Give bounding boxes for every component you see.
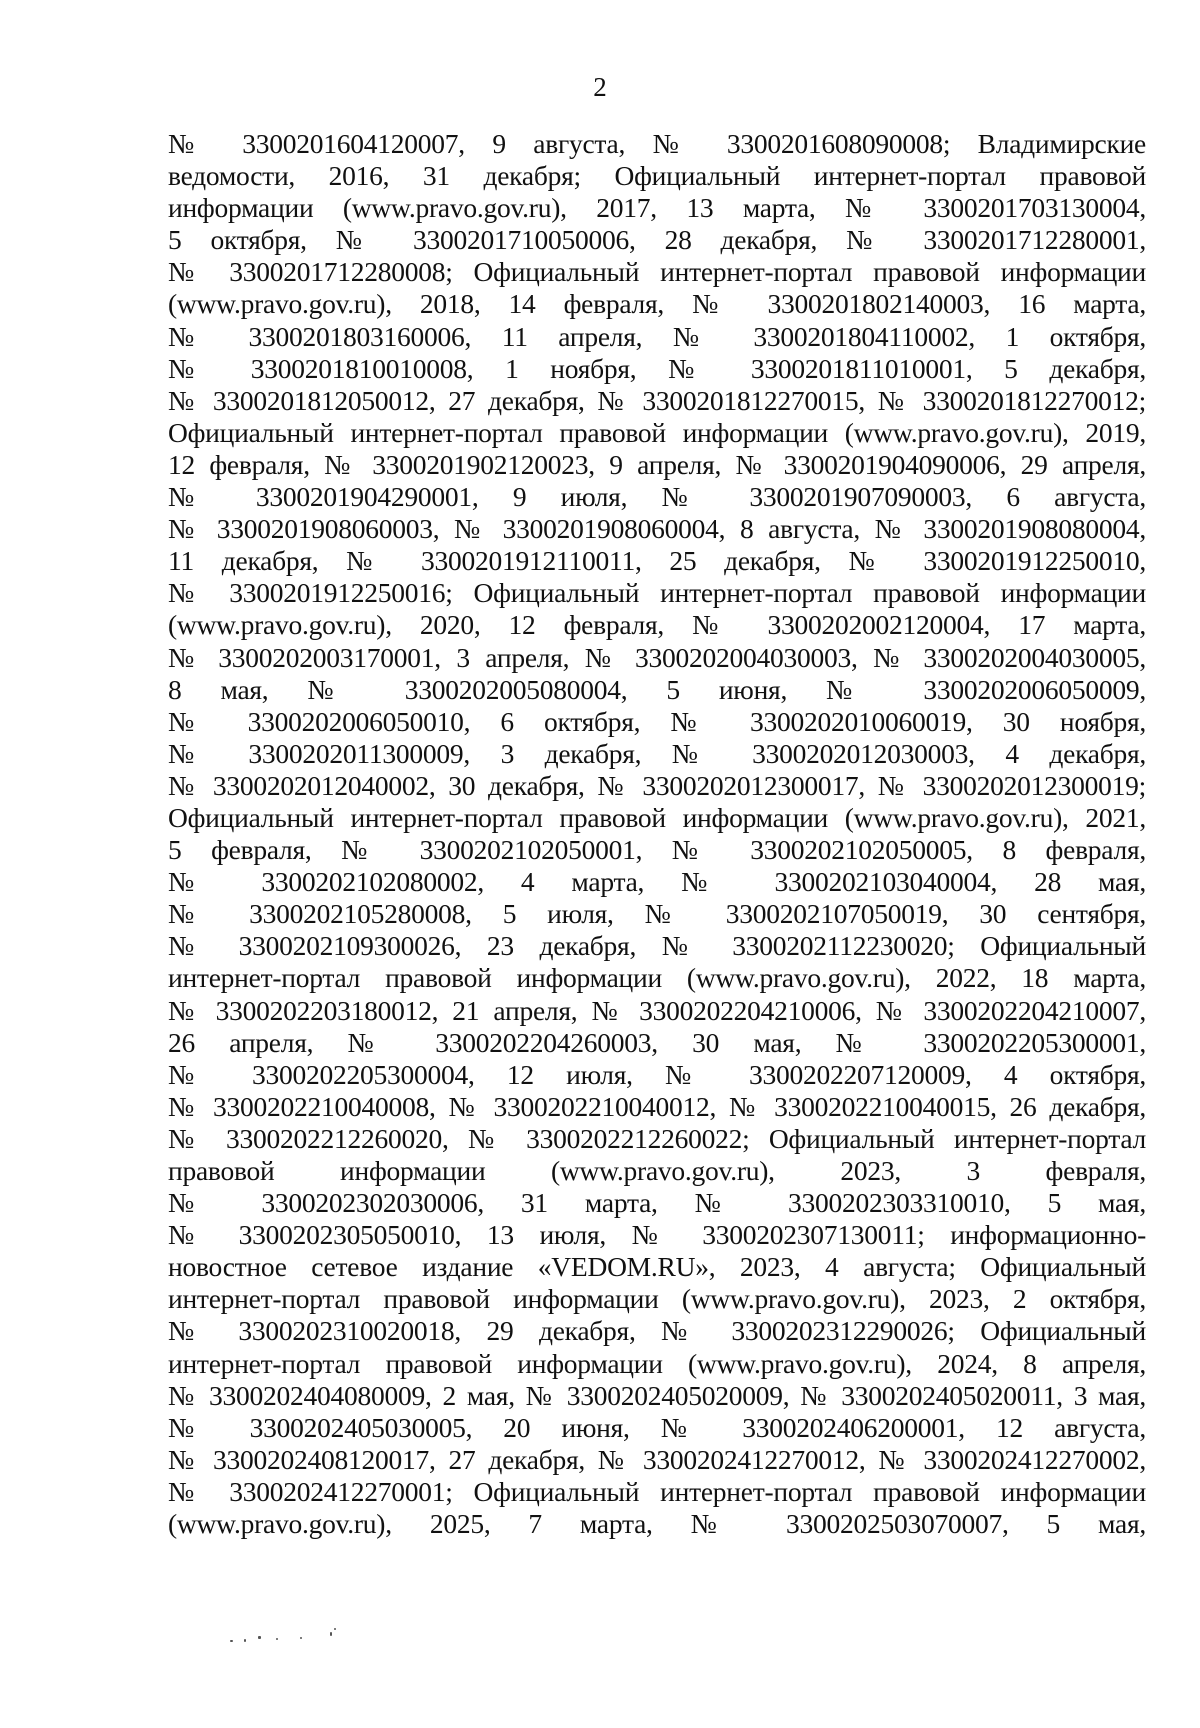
text-line: 11 декабря, № 3300201912110011, 25 декабря, № 3300201912250010, [168,545,1146,577]
text-line: № 3300202003170001, 3 апреля, № 3300202004030003, № 3300202004030005, [168,641,1146,673]
text-line: новостное сетевое издание «VEDOM.RU», 2023, 4 августа; Официальный [168,1251,1146,1283]
text-line: № 3300201908060003, № 3300201908060004, 8 августа, № 3300201908080004, [168,513,1146,545]
text-line: № 3300202011300009, 3 декабря, № 3300202012030003, 4 декабря, [168,737,1146,769]
text-line: № 3300202109300026, 23 декабря, № 3300202112230020; Официальный [168,930,1146,962]
text-line: № 3300202404080009, 2 мая, № 3300202405020009, № 3300202405020011, 3 мая, [168,1379,1146,1411]
text-line: № 3300202012040002, 30 декабря, № 3300202012300017, № 3300202012300019; [168,769,1146,801]
text-line: Официальный интернет-портал правовой информации (www.pravo.gov.ru), 2021, [168,801,1146,833]
text-line: Официальный интернет-портал правовой информации (www.pravo.gov.ru), 2019, [168,416,1146,448]
text-line: № 3300202105280008, 5 июля, № 3300202107050019, 30 сентября, [168,898,1146,930]
text-line: 26 апреля, № 3300202204260003, 30 мая, № 3300202205300001, [168,1026,1146,1058]
document-body-text [168,128,1146,1540]
text-line: № 3300202412270001; Официальный интернет-портал правовой информации [168,1475,1146,1507]
text-line: интернет-портал правовой информации (www.pravo.gov.ru), 2024, 8 апреля, [168,1347,1146,1379]
text-line: № 3300202305050010, 13 июля, № 3300202307130011; информационно- [168,1219,1146,1251]
text-line: № 3300202205300004, 12 июля, № 3300202207120009, 4 октября, [168,1058,1146,1090]
page-number: 2 [593,72,607,102]
text-line: № 3300201712280008; Официальный интернет-портал правовой информации [168,256,1146,288]
text-line: интернет-портал правовой информации (www.pravo.gov.ru), 2022, 18 марта, [168,962,1146,994]
text-line: (www.pravo.gov.ru), 2018, 14 февраля, № 3300201802140003, 16 марта, [168,288,1146,320]
text-line: 12 февраля, № 3300201902120023, 9 апреля, № 3300201904090006, 29 апреля, [168,448,1146,480]
text-line: 5 февраля, № 3300202102050001, № 3300202102050005, 8 февраля, [168,834,1146,866]
text-line: интернет-портал правовой информации (www.pravo.gov.ru), 2023, 2 октября, [168,1283,1146,1315]
text-line: № 3300201810010008, 1 ноября, № 3300201811010001, 5 декабря, [168,352,1146,384]
scan-artifact-marks [230,1628,370,1652]
text-line: № 3300202405030005, 20 июня, № 3300202406200001, 12 августа, [168,1411,1146,1443]
text-line: № 3300202210040008, № 3300202210040012, № 3300202210040015, 26 декабря, [168,1090,1146,1122]
text-line: № 3300201904290001, 9 июля, № 3300201907090003, 6 августа, [168,481,1146,513]
text-line: № 3300202212260020, № 3300202212260022; Официальный интернет-портал [168,1122,1146,1154]
text-line: № 3300201604120007, 9 августа, № 3300201608090008; Владимирские [168,128,1146,159]
text-line: правовой информации (www.pravo.gov.ru), 2023, 3 февраля, [168,1155,1146,1186]
text-line: № 3300202102080002, 4 марта, № 3300202103040004, 28 мая, [168,866,1146,898]
text-line: № 3300201812050012, 27 декабря, № 3300201812270015, № 3300201812270012; [168,384,1146,416]
text-line: 8 мая, № 3300202005080004, 5 июня, № 3300202006050009, [168,673,1146,705]
text-line: ведомости, 2016, 31 декабря; Официальный интернет-портал правовой [168,160,1146,192]
text-line: № 3300202203180012, 21 апреля, № 3300202204210006, № 3300202204210007, [168,994,1146,1026]
text-line: (www.pravo.gov.ru), 2020, 12 февраля, № 3300202002120004, 17 марта, [168,609,1146,641]
text-line: информации (www.pravo.gov.ru), 2017, 13 марта, № 3300201703130004, [168,192,1146,224]
text-line: (www.pravo.gov.ru), 2025, 7 марта, № 3300202503070007, 5 мая, [168,1508,1146,1540]
text-line: № 3300201803160006, 11 апреля, № 3300201804110002, 1 октября, [168,320,1146,352]
text-line: № 3300202006050010, 6 октября, № 3300202010060019, 30 ноября, [168,705,1146,737]
text-line: 5 октября, № 3300201710050006, 28 декабря, № 3300201712280001, [168,224,1146,256]
text-line: № 3300202408120017, 27 декабря, № 3300202412270012, № 3300202412270002, [168,1443,1146,1475]
text-line: № 3300201912250016; Официальный интернет-портал правовой информации [168,577,1146,609]
text-line: № 3300202302030006, 31 марта, № 3300202303310010, 5 мая, [168,1187,1146,1219]
text-line: № 3300202310020018, 29 декабря, № 3300202312290026; Официальный [168,1315,1146,1347]
